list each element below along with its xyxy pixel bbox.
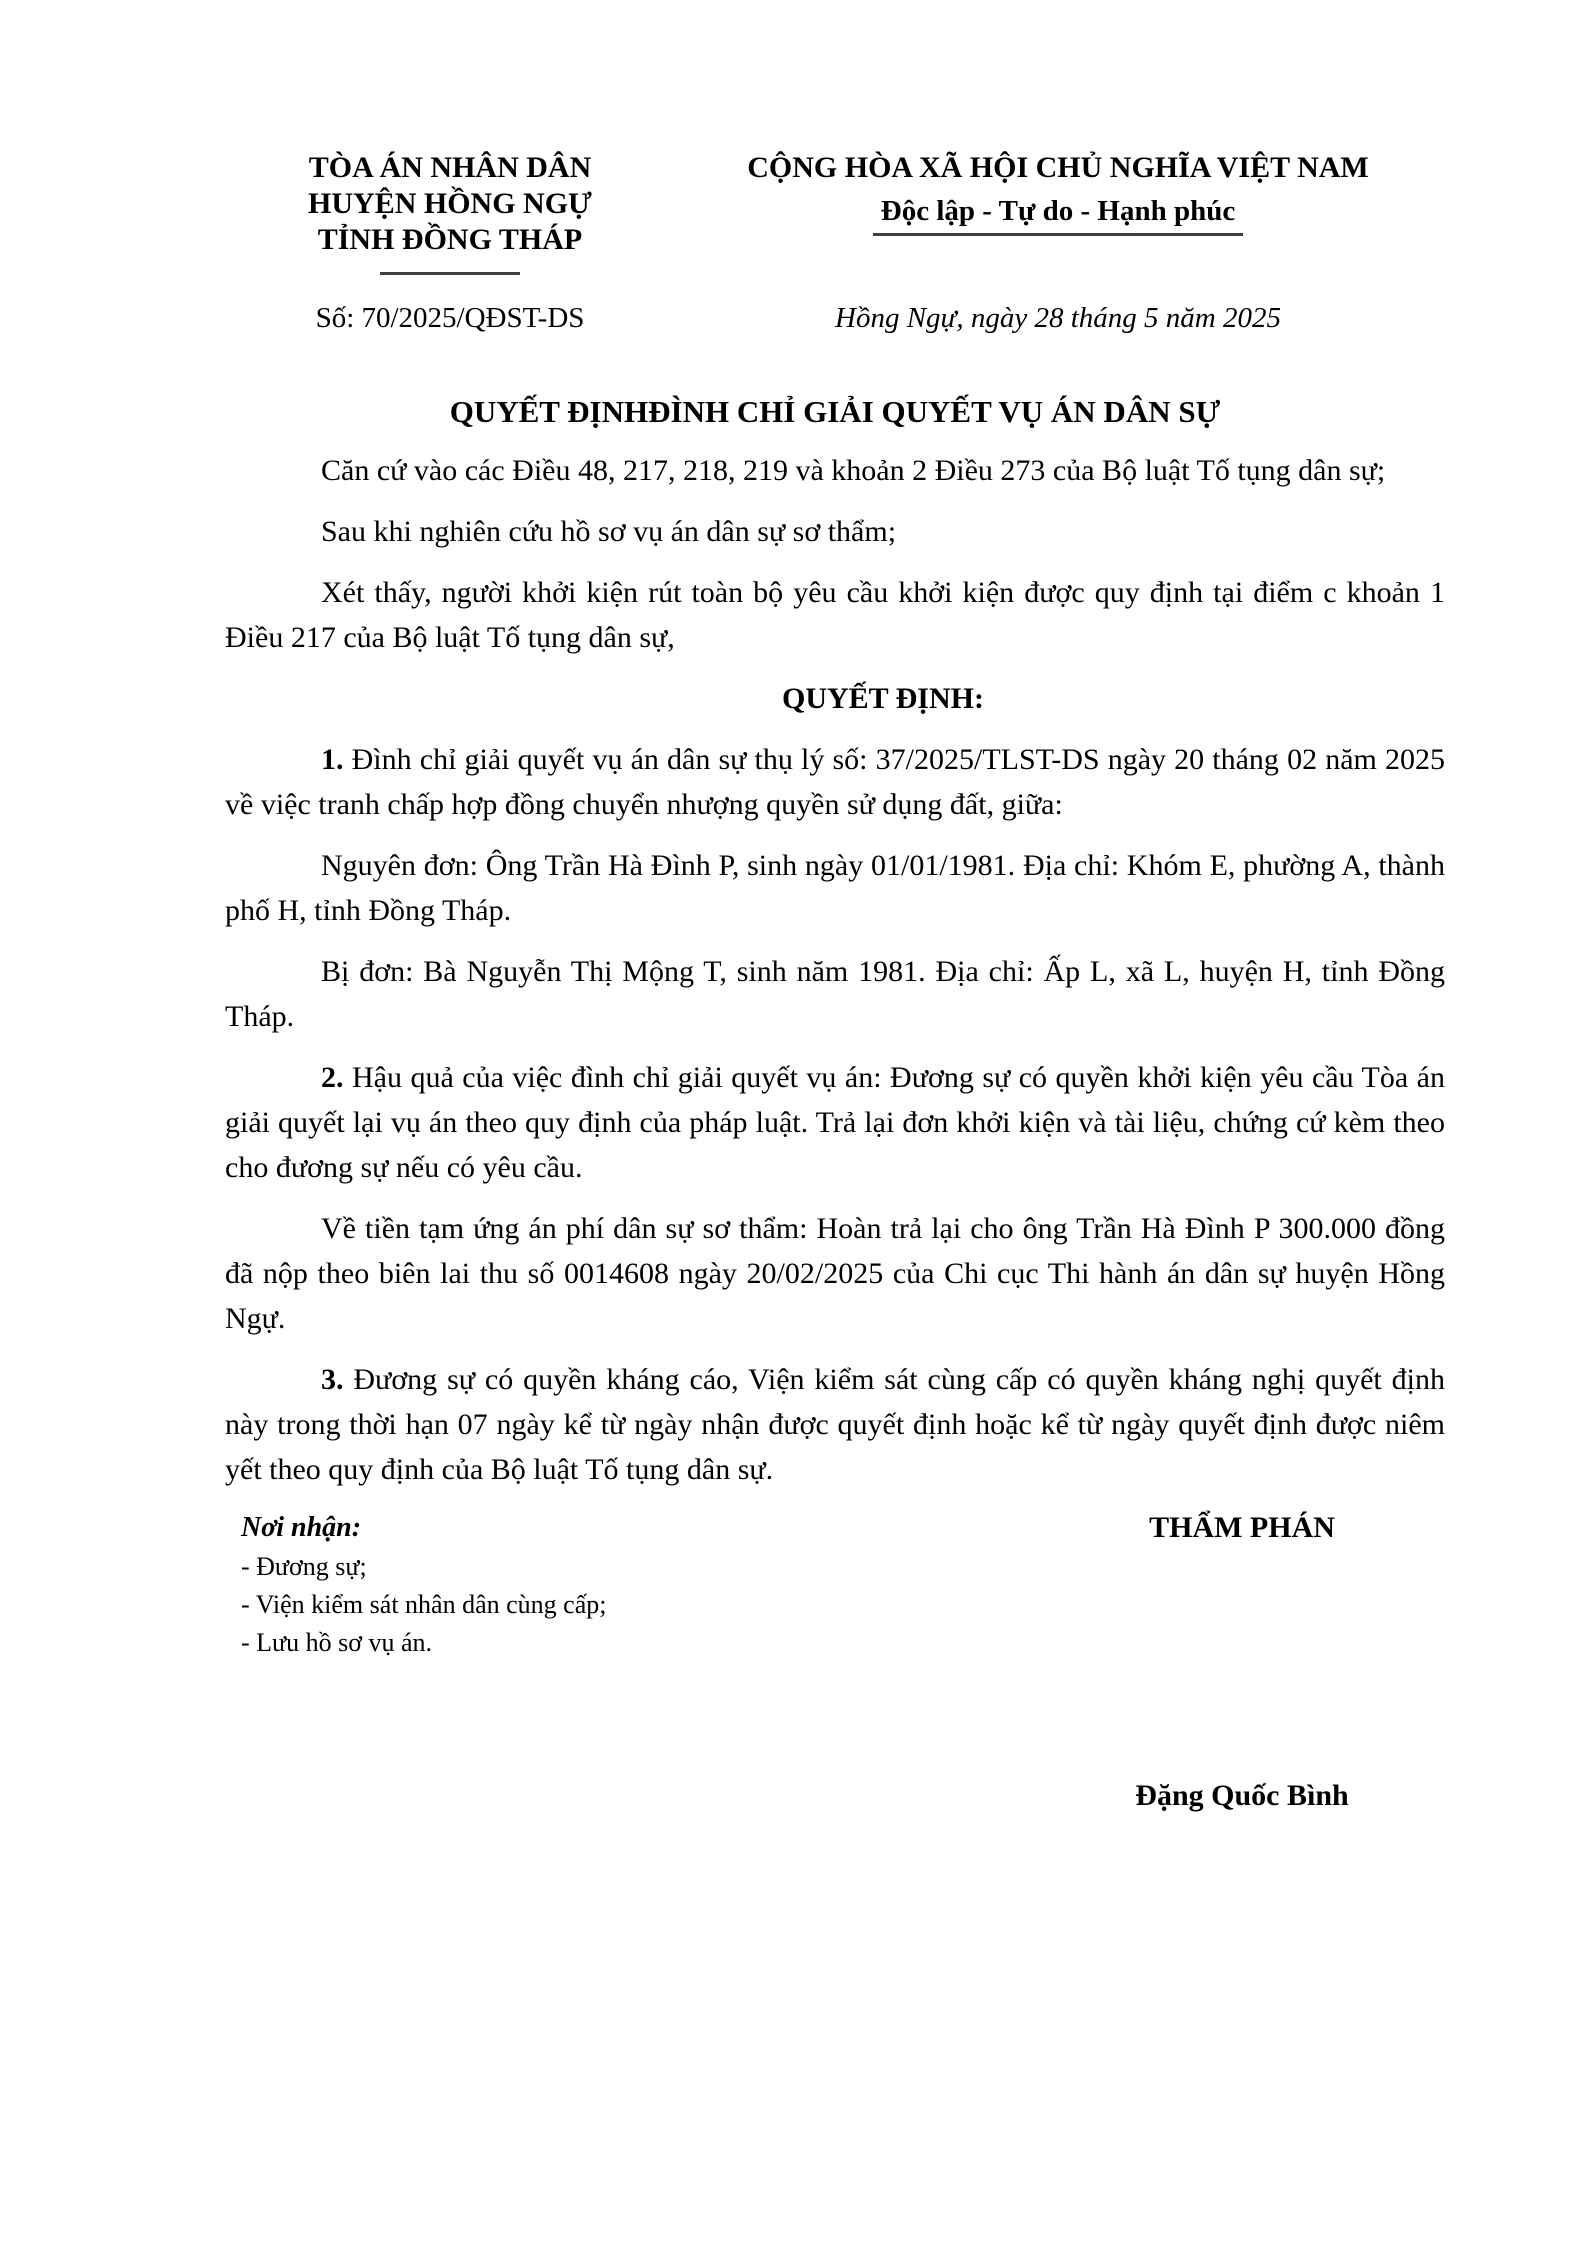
plaintiff-paragraph [225,843,1445,933]
issuing-court-block [230,150,670,340]
nation-title: CỘNG HÒA XÃ HỘI CHỦ NGHĨA VIỆT NAM [747,151,1369,184]
recipient-item: - Đương sự; [241,1552,367,1581]
item-text: Đình chỉ giải quyết vụ án dân sự thụ lý số: 37/2025/TLST-DS ngày 20 tháng 02 năm 2025 về việc tranh chấp hợp đồng chuyển nhượng quyền sử dụng đất, giữa: [225,743,1445,821]
court-name-line3: TỈNH ĐỒNG THÁP [317,223,583,256]
recipients-heading: Nơi nhận: [241,1512,362,1543]
document-header [0,0,1586,340]
document-body [225,392,1445,1492]
judge-name: Đặng Quốc Bình [1135,1779,1349,1812]
item-text: Về tiền tạm ứng án phí dân sự sơ thẩm: Hoàn trả lại cho ông Trần Hà Đình P 300.000 đồng đã nộp theo biên lai thu số 0014608 ngày 20/02/2025 của Chi cục Thi hành án dân sự huyện Hồng Ngự. [225,1212,1445,1335]
decision-item-1 [225,737,1445,827]
preamble-text-2: Sau khi nghiên cứu hồ sơ vụ án dân sự sơ thẩm; [321,515,897,548]
document-number: Số: 70/2025/QĐST-DS [315,302,585,334]
national-motto-text: Độc lập - Tự do - Hạnh phúc [873,194,1244,236]
decision-item-3 [225,1357,1445,1492]
national-motto [670,194,1446,236]
decision-heading: QUYẾT ĐỊNH: [782,682,984,715]
decision-item-2 [225,1055,1445,1190]
court-name-line1: TÒA ÁN NHÂN DÂN [308,151,592,184]
place-date-line: Hồng Ngự, ngày 28 tháng 5 năm 2025 [835,302,1281,334]
document-title: QUYẾT ĐỊNHĐÌNH CHỈ GIẢI QUYẾT VỤ ÁN DÂN SỰ [449,394,1221,429]
national-header-block [670,150,1446,340]
item-text: Hậu quả của việc đình chỉ giải quyết vụ án: Đương sự có quyền khởi kiện yêu cầu Tòa án giải quyết lại vụ án theo quy định của pháp luật. Trả lại đơn khởi kiện và tài liệu, chứng cứ kèm theo cho đương sự nếu có yêu cầu. [225,1061,1445,1184]
item-text: Đương sự có quyền kháng cáo, Viện kiểm sát cùng cấp có quyền kháng nghị quyết định này trong thời hạn 07 ngày kể từ ngày nhận được quyết định hoặc kể từ ngày quyết định được niêm yết theo quy định của Bộ luật Tố tụng dân sự. [225,1363,1445,1486]
judge-title: THẨM PHÁN [1149,1511,1335,1544]
court-header-divider [380,272,520,275]
item-number: 3. [321,1363,344,1396]
court-fee-paragraph [225,1206,1445,1341]
preamble-paragraph [225,448,1445,493]
recipient-item: - Lưu hồ sơ vụ án. [241,1628,433,1657]
document-footer [225,1508,1445,1816]
preamble-paragraph [225,570,1445,660]
item-text: Nguyên đơn: Ông Trần Hà Đình P, sinh ngày 01/01/1981. Địa chỉ: Khóm E, phường A, thành phố H, tỉnh Đồng Tháp. [225,849,1445,927]
defendant-paragraph [225,949,1445,1039]
preamble-text-1: Căn cứ vào các Điều 48, 217, 218, 219 và khoản 2 Điều 273 của Bộ luật Tố tụng dân sự; [321,454,1386,487]
item-text: Bị đơn: Bà Nguyễn Thị Mộng T, sinh năm 1981. Địa chỉ: Ấp L, xã L, huyện H, tỉnh Đồng Tháp. [225,955,1445,1033]
court-name-line2: HUYỆN HỒNG NGỰ [308,187,592,220]
item-number: 1. [321,743,344,776]
item-number: 2. [321,1061,344,1094]
preamble-paragraph [225,509,1445,554]
recipients-block [225,1508,1039,1816]
preamble-text-3: Xét thấy, người khởi kiện rút toàn bộ yêu cầu khởi kiện được quy định tại điểm c khoản 1 Điều 217 của Bộ luật Tố tụng dân sự, [225,576,1445,654]
signature-block [1039,1508,1445,1816]
recipient-item: - Viện kiểm sát nhân dân cùng cấp; [241,1590,607,1619]
